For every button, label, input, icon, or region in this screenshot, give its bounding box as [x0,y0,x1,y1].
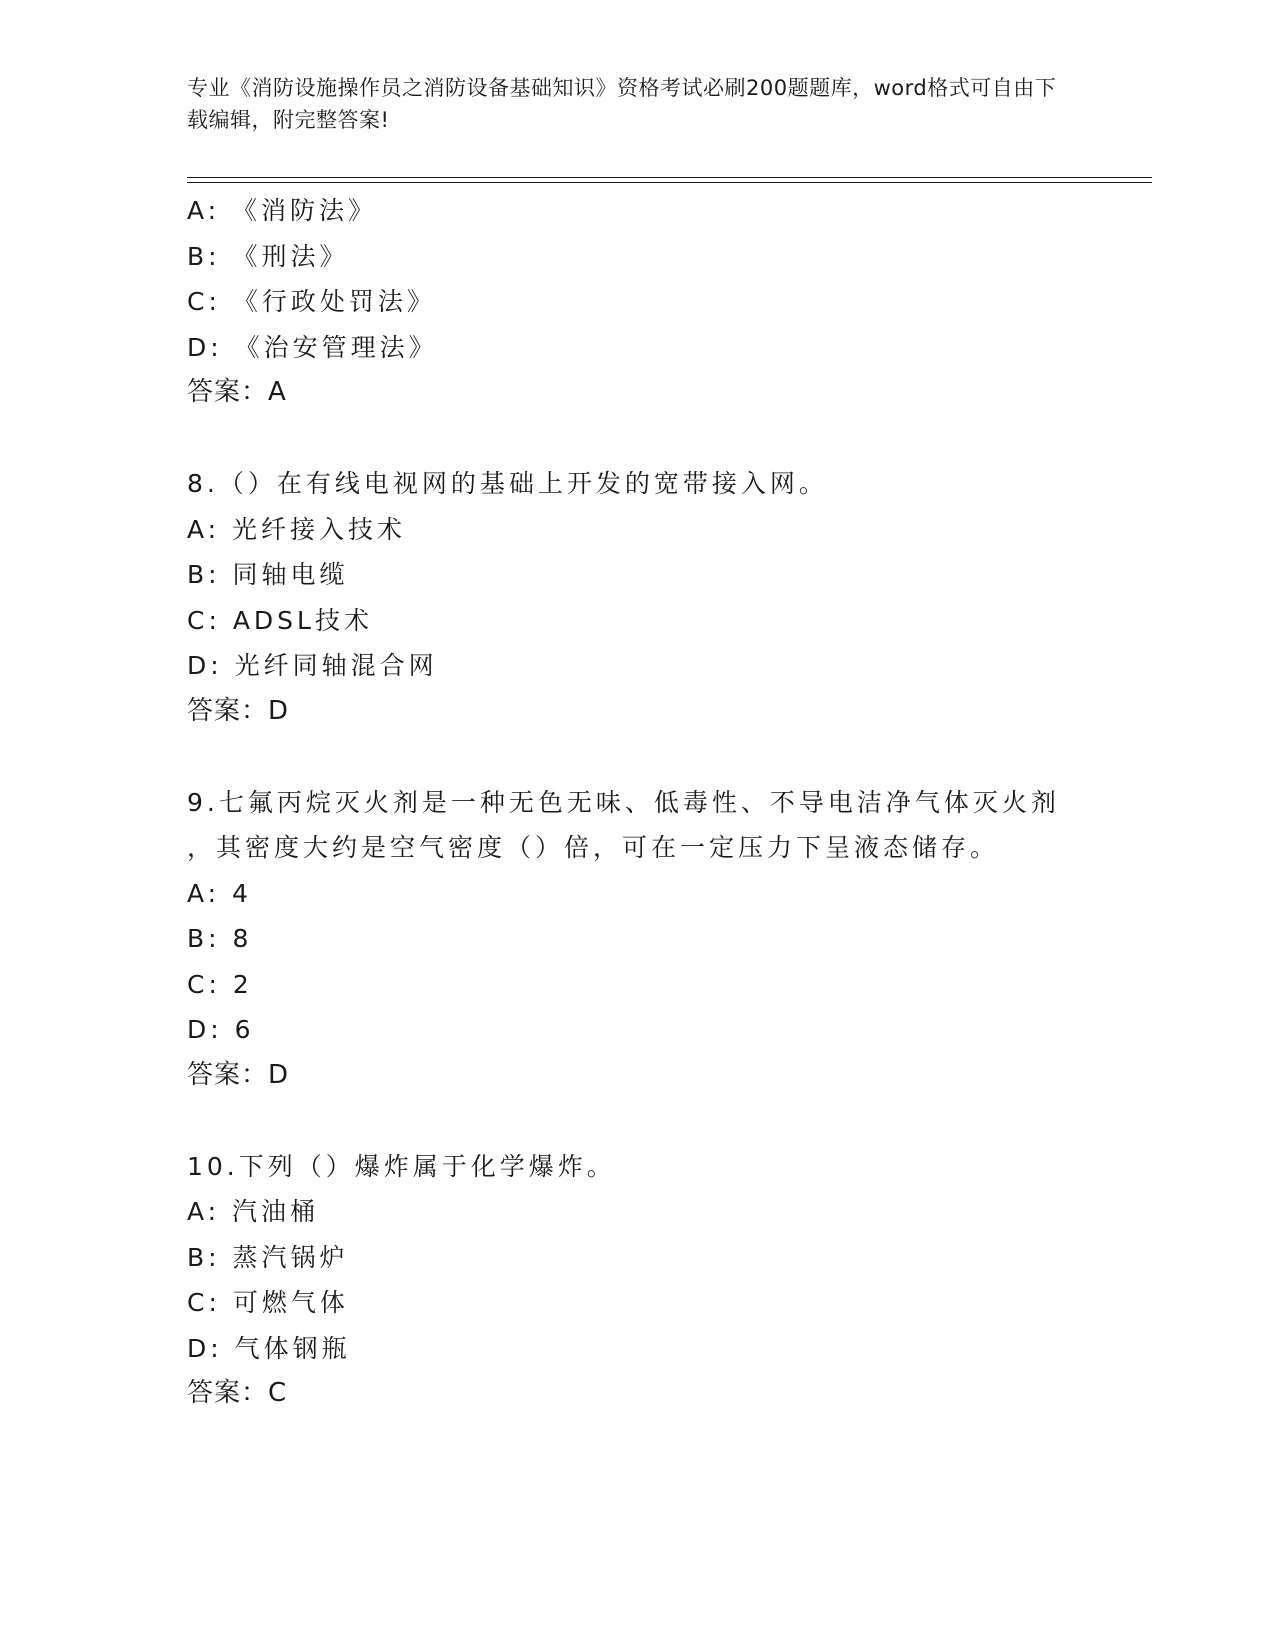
question-8 [187,461,1107,734]
answer-line: 答案：D [187,695,290,726]
option-b: B: 8 [187,924,253,953]
option-c: C: 《行政处罚法》 [187,287,436,316]
header-rule-bottom [187,182,1152,183]
option-d: D: 光纤同轴混合网 [187,651,438,680]
option-a: A: 4 [187,878,252,908]
option-a: A: 光纤接入技术 [187,514,407,544]
question-stem-line-1: 9.七氟丙烷灭火剂是一种无色无味、低毒性、不导电洁净气体灭火剂 [187,787,1060,817]
option-c: C: ADSL技术 [187,605,373,635]
question-gap [187,734,1107,780]
question-9 [187,780,1107,1099]
option-b: B: 《刑法》 [187,241,349,271]
answer-line: 答案：C [187,1378,288,1408]
option-d: D: 气体钢瓶 [187,1333,351,1363]
question-stem-line-2: ，其密度大约是空气密度（）倍，可在一定压力下呈液态储存。 [187,833,1000,862]
question-10 [187,1144,1107,1417]
option-b: B: 蒸汽锅炉 [187,1242,349,1272]
answer-line: 答案：D [187,1059,290,1090]
question-stem: 8.（）在有线电视网的基础上开发的宽带接入网。 [187,469,828,498]
question-7 [187,188,1107,416]
option-d: D: 6 [187,1015,255,1044]
header-rule-top [187,177,1152,178]
answer-line: 答案：A [187,377,287,407]
option-d: D: 《治安管理法》 [187,332,438,362]
document-header: 专业《消防设施操作员之消防设备基础知识》资格考试必刷200题题库，word格式可自由下载编辑，附完整答案! [187,76,1057,132]
option-a: A: 《消防法》 [187,196,378,225]
question-stem: 10.下列（）爆炸属于化学爆炸。 [187,1151,616,1181]
question-list [187,188,1107,1417]
option-c: C: 可燃气体 [187,1288,349,1317]
question-gap [187,1098,1107,1144]
option-a: A: 汽油桶 [187,1197,320,1226]
option-b: B: 同轴电缆 [187,560,349,589]
option-c: C: 2 [187,969,253,999]
question-gap [187,416,1107,462]
